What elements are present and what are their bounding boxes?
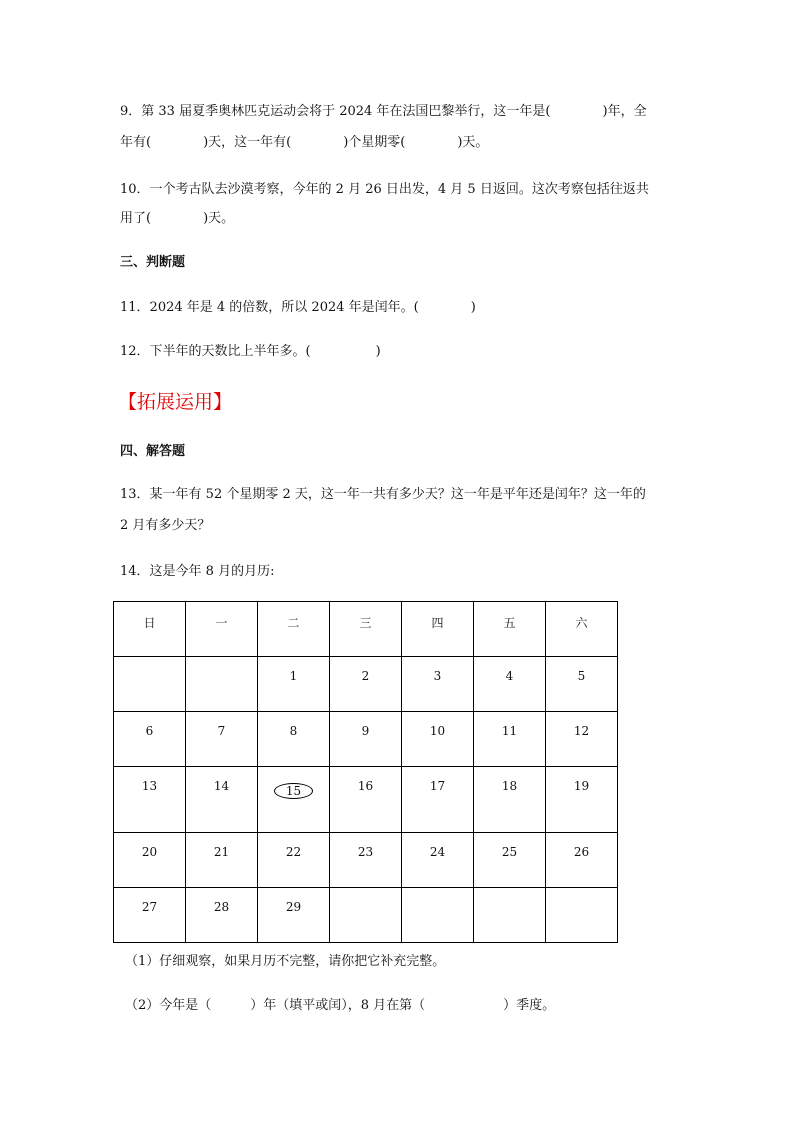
extension-heading: 【拓展运用】	[118, 391, 233, 413]
weekday-header	[114, 602, 186, 657]
calendar-day-cell	[402, 712, 474, 767]
calendar-day-cell	[186, 712, 258, 767]
day-number: 27	[141, 900, 158, 914]
calendar-day-cell	[474, 712, 546, 767]
day-number: 24	[429, 845, 446, 859]
calendar-day-cell	[546, 833, 618, 888]
day-number: 29	[285, 900, 302, 914]
calendar-day-cell	[402, 888, 474, 943]
day-number: 10	[429, 724, 446, 738]
calendar-day-cell	[546, 767, 618, 833]
day-number: 12	[573, 724, 590, 738]
weekday-label: 四	[431, 616, 444, 630]
day-number: 25	[501, 845, 518, 859]
day-number: 1	[289, 669, 298, 683]
question-13-line1: 13．某一年有 52 个星期零 2 天，这一年一共有多少天？这一年是平年还是闰年？这一年的	[120, 487, 646, 502]
day-number: 13	[141, 779, 158, 793]
calendar-day-cell	[114, 712, 186, 767]
day-number: 8	[289, 724, 298, 738]
weekday-header	[402, 602, 474, 657]
calendar-day-cell	[258, 712, 330, 767]
calendar-week-row	[114, 888, 618, 943]
calendar-day-cell	[546, 888, 618, 943]
weekday-label: 一	[215, 616, 228, 630]
day-number: 26	[573, 845, 590, 859]
calendar-day-cell	[186, 657, 258, 712]
question-13-line2: 2 月有多少天？	[120, 518, 211, 533]
day-number: 3	[433, 669, 442, 683]
day-number: 2	[361, 669, 370, 683]
calendar-day-cell	[330, 712, 402, 767]
day-number: 22	[285, 845, 302, 859]
section-heading-judgement: 三、判断题	[120, 255, 186, 270]
day-number: 18	[501, 779, 518, 793]
day-number: 11	[501, 724, 518, 738]
day-number: 16	[357, 779, 374, 793]
weekday-header	[474, 602, 546, 657]
august-calendar-table	[113, 601, 618, 943]
calendar-day-cell	[114, 767, 186, 833]
weekday-label: 六	[575, 616, 588, 630]
day-number: 6	[145, 724, 154, 738]
calendar-day-cell	[474, 888, 546, 943]
calendar-header-row	[114, 602, 618, 657]
day-number: 19	[573, 779, 590, 793]
weekday-label: 三	[359, 616, 372, 630]
question-9-line1: 9．第 33 届夏季奥林匹克运动会将于 2024 年在法国巴黎举行，这一年是( )年，全	[120, 104, 647, 119]
weekday-header	[186, 602, 258, 657]
circled-day-number: 15	[274, 783, 313, 799]
day-number: 9	[361, 724, 370, 738]
calendar-day-cell	[474, 657, 546, 712]
calendar-day-cell	[114, 833, 186, 888]
question-9-line2: 年有( )天，这一年有( )个星期零( )天。	[120, 135, 489, 150]
calendar-day-cell	[402, 833, 474, 888]
day-number: 5	[577, 669, 586, 683]
weekday-header	[330, 602, 402, 657]
weekday-header	[546, 602, 618, 657]
calendar-day-cell	[258, 657, 330, 712]
calendar-day-cell	[186, 767, 258, 833]
question-14: 14．这是今年 8 月的月历:	[120, 564, 275, 579]
calendar-week-row	[114, 767, 618, 833]
weekday-header	[258, 602, 330, 657]
calendar-day-cell	[330, 657, 402, 712]
calendar-day-cell	[114, 657, 186, 712]
weekday-label: 五	[503, 616, 516, 630]
calendar-day-cell	[330, 767, 402, 833]
section-heading-answer: 四、解答题	[120, 444, 186, 459]
calendar-day-cell	[258, 767, 330, 833]
calendar-week-row	[114, 833, 618, 888]
calendar-day-cell	[258, 888, 330, 943]
calendar-day-cell	[474, 767, 546, 833]
calendar-day-cell	[546, 712, 618, 767]
day-number: 28	[213, 900, 230, 914]
calendar-day-cell	[114, 888, 186, 943]
calendar-week-row	[114, 712, 618, 767]
weekday-label: 二	[287, 616, 300, 630]
question-10-line1: 10．一个考古队去沙漠考察，今年的 2 月 26 日出发，4 月 5 日返回。这次考察包括往返共	[120, 182, 649, 197]
day-number: 23	[357, 845, 374, 859]
day-number: 21	[213, 845, 230, 859]
calendar-day-cell	[402, 657, 474, 712]
day-number: 7	[217, 724, 226, 738]
question-12: 12．下半年的天数比上半年多。( )	[120, 344, 381, 359]
day-number: 20	[141, 845, 158, 859]
question-11: 11．2024 年是 4 的倍数，所以 2024 年是闰年。( )	[120, 300, 476, 315]
question-10-line2: 用了( )天。	[120, 211, 235, 226]
calendar-week-row	[114, 657, 618, 712]
calendar-day-cell	[186, 888, 258, 943]
day-number: 14	[213, 779, 230, 793]
calendar-day-cell	[474, 833, 546, 888]
question-14-sub1: （1）仔细观察，如果月历不完整，请你把它补充完整。	[125, 954, 446, 969]
calendar-day-cell	[258, 833, 330, 888]
calendar-day-cell	[330, 833, 402, 888]
question-14-sub2: （2）今年是（ ）年（填平或闰），8 月在第（ ）季度。	[125, 998, 556, 1013]
calendar-day-cell	[330, 888, 402, 943]
calendar-day-cell	[546, 657, 618, 712]
weekday-label: 日	[143, 616, 156, 630]
calendar-day-cell	[402, 767, 474, 833]
day-number: 4	[505, 669, 514, 683]
day-number: 17	[429, 779, 446, 793]
calendar-day-cell	[186, 833, 258, 888]
